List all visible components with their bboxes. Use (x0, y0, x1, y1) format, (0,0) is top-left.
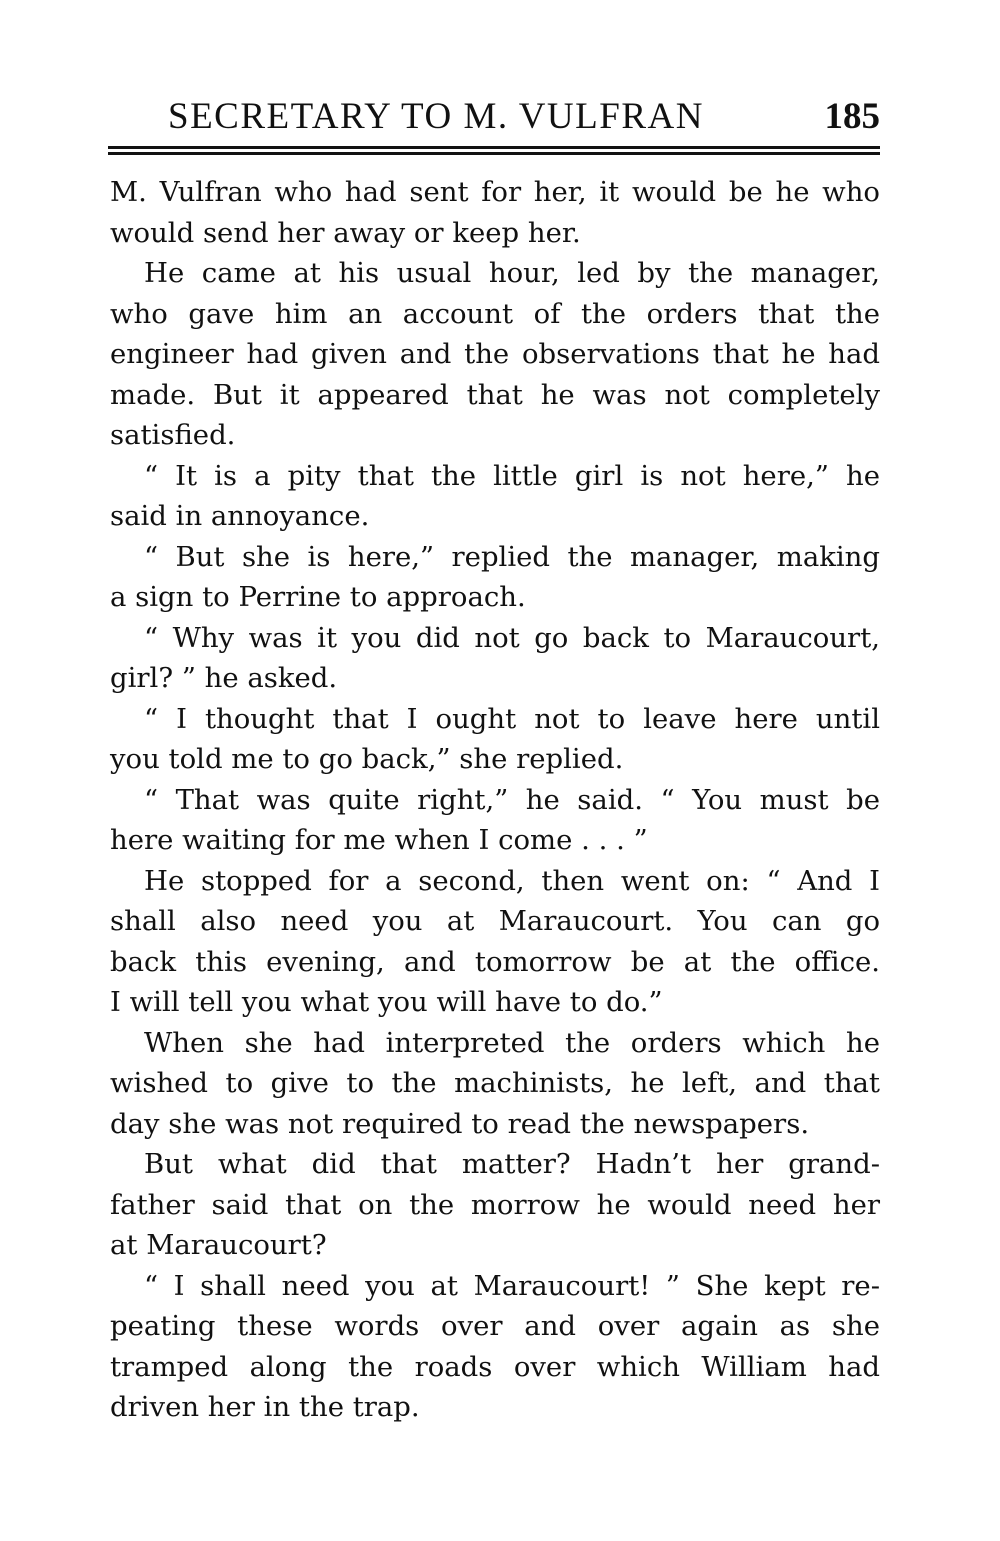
body-text (110, 172, 880, 1428)
text-line: day she was not required to read the newspapers. (110, 1107, 810, 1140)
text-line: back this evening, and tomorrow be at the office. (110, 945, 880, 978)
running-title: SECRETARY TO M. VULFRAN (168, 96, 704, 137)
text-line: I will tell you what you will have to do.” (110, 986, 663, 1018)
page-number: 185 (824, 96, 880, 137)
text-line: tramped along the roads over which William had (110, 1350, 880, 1383)
text-line: who gave him an account of the orders that the (110, 297, 880, 330)
text-line: shall also need you at Maraucourt. You can go (110, 905, 880, 937)
text-line: father said that on the morrow he would need her (110, 1188, 880, 1221)
text-line: would send her away or keep her. (110, 216, 581, 249)
text-line: peating these words over and over again as she (110, 1310, 880, 1342)
text-line: engineer had given and the observations that he had (110, 338, 880, 370)
text-line: He stopped for a second, then went on: “ And I (144, 864, 880, 897)
text-line: said in annoyance. (110, 500, 370, 532)
text-line: “ That was quite right,” he said. “ You must be (144, 783, 880, 816)
text-line: “ I thought that I ought not to leave here until (144, 702, 880, 735)
page-header (168, 92, 880, 142)
text-line: M. Vulfran who had sent for her, it would be he who (110, 176, 880, 208)
text-line: here waiting for me when I come . . . ” (110, 824, 648, 856)
text-line: you told me to go back,” she replied. (110, 743, 624, 775)
text-line: girl? ” he asked. (110, 662, 338, 694)
text-line: “ But she is here,” replied the manager, making (144, 540, 880, 573)
text-line: “ It is a pity that the little girl is not here,” he (144, 459, 880, 492)
text-line: made. But it appeared that he was not completely (110, 378, 880, 411)
text-line: wished to give to the machinists, he left, and that (110, 1067, 880, 1099)
text-line: a sign to Perrine to approach. (110, 581, 526, 613)
text-line: “ Why was it you did not go back to Maraucourt, (144, 621, 880, 654)
text-line: at Maraucourt? (110, 1229, 327, 1261)
text-line: But what did that matter? Hadn’t her grand- (144, 1148, 880, 1180)
text-line: driven her in the trap. (110, 1391, 420, 1423)
header-double-rule (108, 146, 880, 155)
text-line: “ I shall need you at Maraucourt! ” She kept re- (144, 1269, 880, 1302)
text-line: satisfied. (110, 419, 236, 451)
text-line: He came at his usual hour, led by the manager, (144, 257, 880, 289)
text-line: When she had interpreted the orders which he (144, 1026, 880, 1059)
